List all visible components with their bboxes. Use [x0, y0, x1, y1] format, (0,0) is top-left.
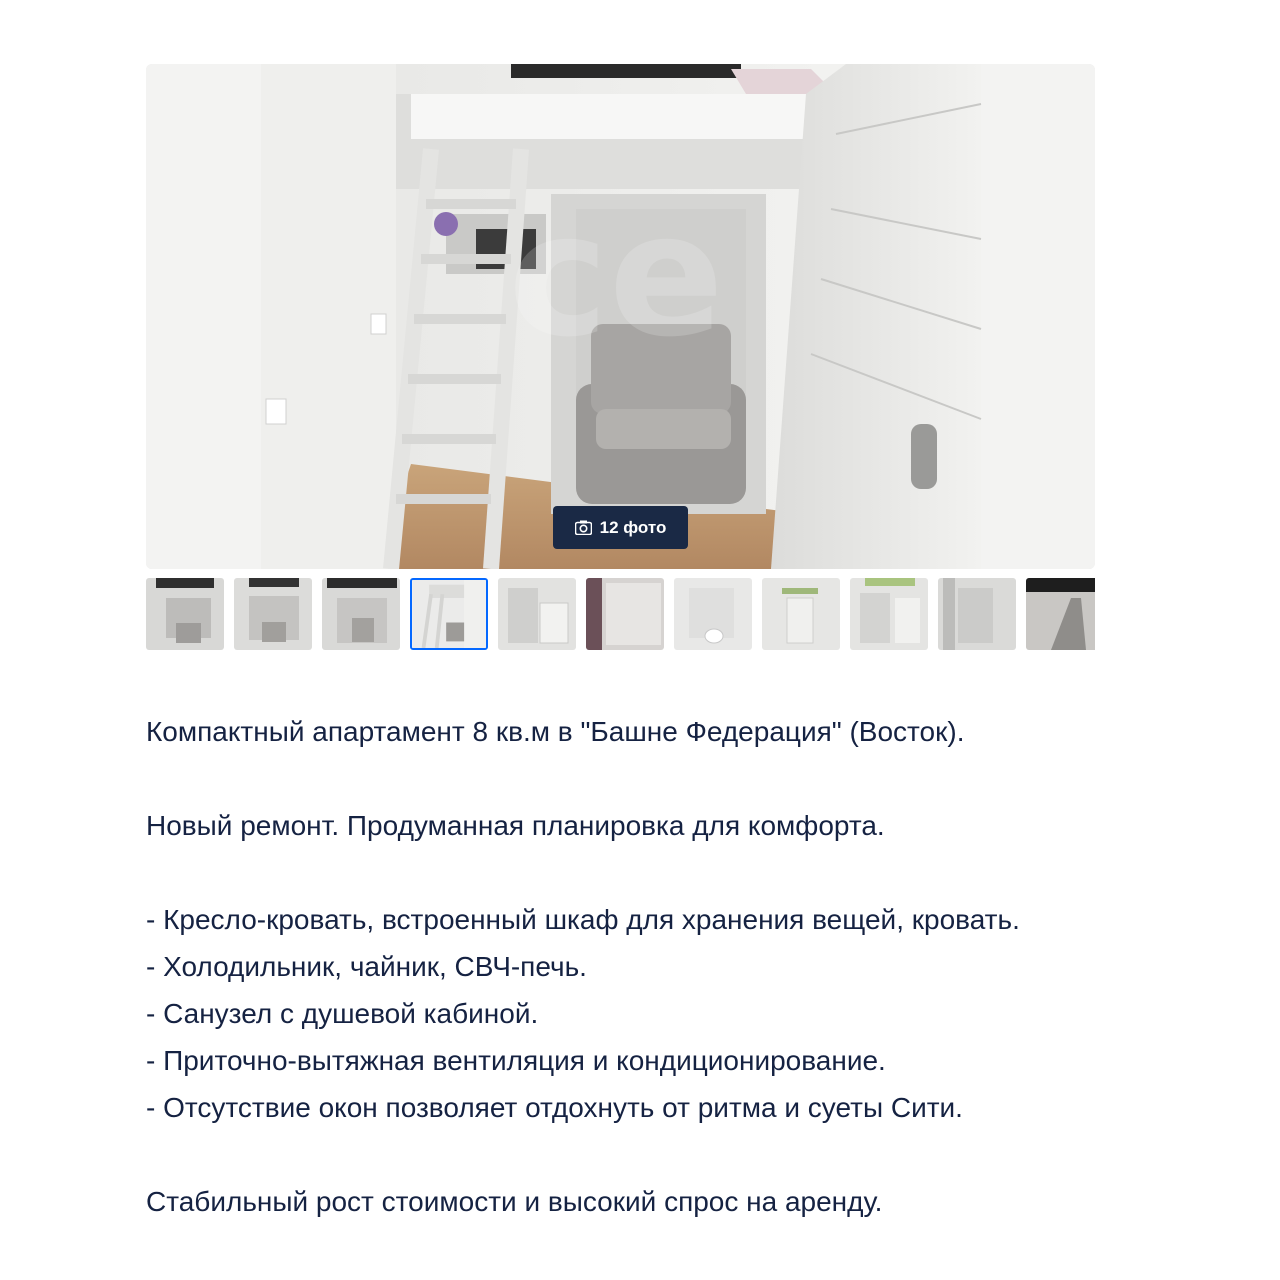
- thumbnail[interactable]: [322, 578, 400, 650]
- thumbnail[interactable]: [674, 578, 752, 650]
- thumbnail[interactable]: [146, 578, 224, 650]
- feature-item: - Холодильник, чайник, СВЧ-печь.: [146, 951, 587, 982]
- thumbnail[interactable]: [1026, 578, 1095, 650]
- photo-count-label: 12 фото: [599, 517, 667, 537]
- thumbnail[interactable]: [234, 578, 312, 650]
- loft-bed-photo: [146, 64, 1095, 569]
- listing-description: [146, 708, 1146, 1225]
- feature-item: - Приточно-вытяжная вентиляция и кондиционирование.: [146, 1045, 886, 1076]
- thumbnail[interactable]: [586, 578, 664, 650]
- thumbnail[interactable]: [762, 578, 840, 650]
- feature-item: - Отсутствие окон позволяет отдохнуть от ритма и суеты Сити.: [146, 1092, 963, 1123]
- svg-text:ce: ce: [507, 177, 725, 375]
- thumbnail[interactable]: [938, 578, 1016, 650]
- main-photo[interactable]: [146, 64, 1095, 569]
- thumbnail[interactable]: [498, 578, 576, 650]
- feature-item: - Санузел с душевой кабиной.: [146, 998, 539, 1029]
- thumbnail[interactable]: [850, 578, 928, 650]
- thumbnail-strip: [146, 578, 1095, 650]
- description-conclusion: Стабильный рост стоимости и высокий спрос на аренду.: [146, 1186, 883, 1217]
- description-renovation: Новый ремонт. Продуманная планировка для комфорта.: [146, 810, 885, 841]
- feature-item: - Кресло-кровать, встроенный шкаф для хранения вещей, кровать.: [146, 904, 1020, 935]
- camera-icon: [575, 520, 592, 535]
- photo-count-button[interactable]: [553, 506, 688, 549]
- description-intro: Компактный апартамент 8 кв.м в "Башне Федерация" (Восток).: [146, 716, 965, 747]
- thumbnail-selected[interactable]: [410, 578, 488, 650]
